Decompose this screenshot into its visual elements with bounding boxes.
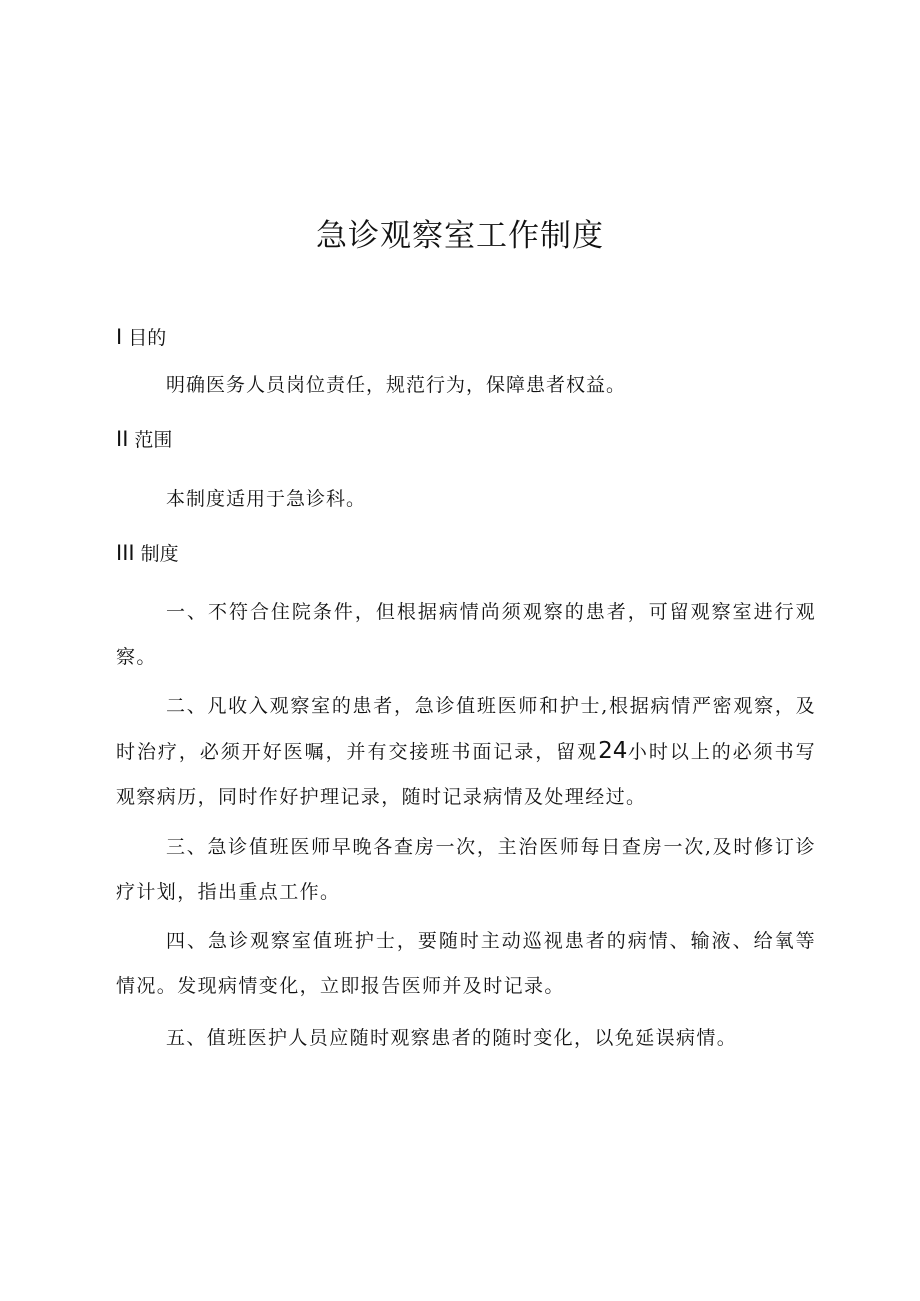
- hours-value: 24: [598, 738, 628, 764]
- section-heading-purpose: [116, 322, 166, 353]
- section-heading-scope: [116, 424, 172, 455]
- rule-paragraph-5: 五、值班医护人员应随时观察患者的随时变化，以免延误病情。: [166, 1027, 738, 1049]
- rule-paragraph-1: 一、不符合住院条件，但根据病情尚须观察的患者，可留观察室进行观察。: [116, 601, 816, 668]
- section-title: 制度: [140, 543, 179, 565]
- rule-paragraph-4: 四、急诊观察室值班护士，要随时主动巡视患者的病情、输液、给氧等情况。发现病情变化，立即报告医师并及时记录。: [116, 930, 816, 997]
- section-heading-rules: [116, 538, 179, 569]
- rule-text: 二、凡收入观察室的患者，急诊值班医师和护士,根据病情严密观察，及时治疗，必须开好医嘱，并有交接班书面记录，留观: [116, 695, 816, 763]
- document-title: 急诊观察室工作制度: [316, 218, 604, 254]
- section-number: I: [116, 325, 123, 349]
- rule-paragraph-2: [116, 684, 816, 820]
- section-title: 目的: [128, 327, 167, 349]
- rule-text: 小时以上的必须书写观察病历，同时作好护理记录，随时记录病情及处理经过。: [116, 741, 816, 808]
- section-text-purpose: 明确医务人员岗位责任，规范行为，保障患者权益。: [166, 374, 627, 396]
- section-title: 范围: [134, 429, 173, 451]
- section-number: II: [116, 427, 129, 451]
- section-text-scope: 本制度适用于急诊科。: [166, 488, 367, 510]
- rule-paragraph-3: 三、急诊值班医师早晚各查房一次，主治医师每日查房一次,及时修订诊疗计划，指出重点工作。: [116, 836, 816, 903]
- section-number: III: [116, 541, 135, 565]
